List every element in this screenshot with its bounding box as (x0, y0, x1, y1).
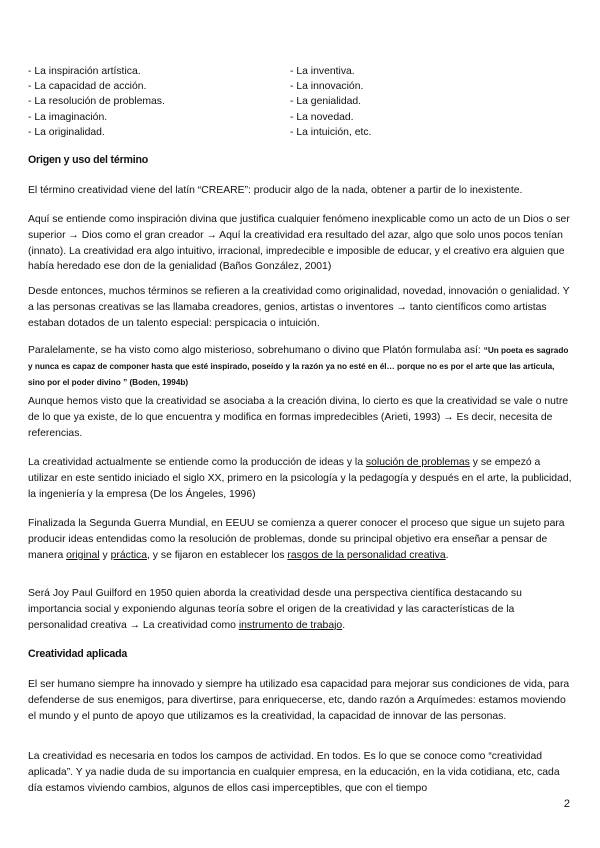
list-left-item: - La imaginación. (28, 111, 108, 123)
traits-list (28, 64, 588, 140)
list-right-item: - La genialidad. (290, 96, 362, 108)
list-item (28, 94, 588, 109)
paragraph: El ser humano siempre ha innovado y siempre ha utilizado esa capacidad para mejorar sus condiciones de vida, para defenderse de sus enemigos, para divertirse, para enriquecerse, etc, dando razón a Arquímedes: estamos moviendo el mundo y el punto de apoyo que utilizamos es la creatividad, la capacidad de innovar de las personas. (28, 679, 570, 722)
paragraph-text: . (445, 549, 449, 561)
list-item (28, 125, 588, 140)
list-right-item: - La inventiva. (290, 66, 355, 77)
paragraph: La creatividad es necesaria en todos los campos de actividad. En todos. Es lo que se conoce como “creatividad aplicada”. Y ya nadie duda de su importancia en cualquier empresa, en la educación, en la vida cotidiana, etc, cada día estamos viviendo cambios, algunos de ellos casi imperceptibles, que con el tiempo (28, 751, 560, 794)
list-left-item: - La resolución de problemas. (28, 96, 165, 108)
list-left-item: - La originalidad. (28, 126, 105, 138)
paragraph-text: y se empezó a utilizar en este sentido iniciado el siglo XX, primero en la psicología y la pedagogía y después en el arte, la publicidad, la ingeniería y la empresa (De los Ángeles, 1996) (28, 457, 572, 500)
paragraph-text: Paralelamente, se ha visto como algo misterioso, sobrehumano o divino que Platón formulaba así: (28, 345, 484, 356)
list-right-item: - La innovación. (290, 81, 364, 93)
section-heading-creatividad-aplicada: Creatividad aplicada (28, 648, 128, 660)
paragraph: Desde entonces, muchos términos se refieren a la creatividad como originalidad, novedad, innovación o genialidad. Y a las personas creativas se las llamaba creadores, genios, artistas o inventores → tanto científicos como artistas estaban dotados de un talento especial: perspicacia o intuición. (28, 286, 570, 329)
list-item (28, 64, 588, 79)
paragraph-text: y (99, 549, 111, 561)
list-item (28, 79, 588, 94)
paragraph-text: La creatividad actualmente se entiende como la producción de ideas y la (28, 457, 366, 468)
list-right-item: - La intuición, etc. (290, 126, 372, 138)
section-heading-origen: Origen y uso del término (28, 154, 148, 166)
paragraph (28, 455, 572, 502)
underlined-term: práctica (110, 549, 148, 561)
underlined-term: rasgos de la personalidad creativa (287, 549, 446, 561)
list-left-item: - La capacidad de acción. (28, 81, 147, 93)
underlined-term: instrumento de trabajo (238, 619, 343, 631)
list-item (28, 110, 588, 125)
paragraph: El término creatividad viene del latín “CREARE”: producir algo de la nada, obtener a partir de lo inexistente. (28, 185, 523, 196)
paragraph: Aunque hemos visto que la creatividad se asociaba a la creación divina, lo cierto es que la creatividad se vale o nutre de lo que ya existe, de lo que encuentra y modifica en formas impredecibles (Arieti, 1993) → Es decir, necesita de referencias. (28, 396, 569, 439)
paragraph-text: Será Joy Paul Guilford en 1950 quien aborda la creatividad desde una perspectiva científica destacando su importancia social y exponiendo algunas teoría sobre el origen de la creatividad y las características de la personalidad creativa → La creatividad como (28, 588, 522, 631)
paragraph (28, 516, 572, 563)
paragraph-text: , y se fijaron en establecer los (147, 549, 288, 561)
paragraph (28, 586, 572, 633)
paragraph: Aquí se entiende como inspiración divina que justifica cualquier fenómeno inexplicable como un acto de un Dios o ser superior → Dios como el gran creador → Aquí la creatividad era resultado del azar, algo que solo unos pocos tenían (innato). La creatividad era algo intuitivo, irracional, impredecible e imposible de educar, y el creativo era alguien que había heredado ese don de la genialidad (Baños González, 2001) (28, 214, 570, 273)
plato-quote: “Un poeta es sagrado y nunca es capaz de componer hasta que esté inspirado, poseído y la razón ya no esté en él… porque no es por el arte que las articula, sino por el poder divino ” (Boden, 1994b) (28, 346, 569, 387)
list-right-item: - La novedad. (290, 111, 354, 123)
paragraph-text: Finalizada la Segunda Guerra Mundial, en EEUU se comienza a querer conocer el proceso que sigue un sujeto para producir ideas entendidas como la resolución de problemas, donde su principal objetivo era enseñar a pensar de manera (28, 518, 565, 561)
page-number: 2 (563, 798, 570, 810)
underlined-term: solución de problemas (365, 457, 470, 468)
paragraph-quote (28, 343, 572, 390)
paragraph-text: . (342, 619, 346, 631)
underlined-term: original (66, 549, 100, 561)
list-left-item: - La inspiración artística. (28, 66, 141, 77)
